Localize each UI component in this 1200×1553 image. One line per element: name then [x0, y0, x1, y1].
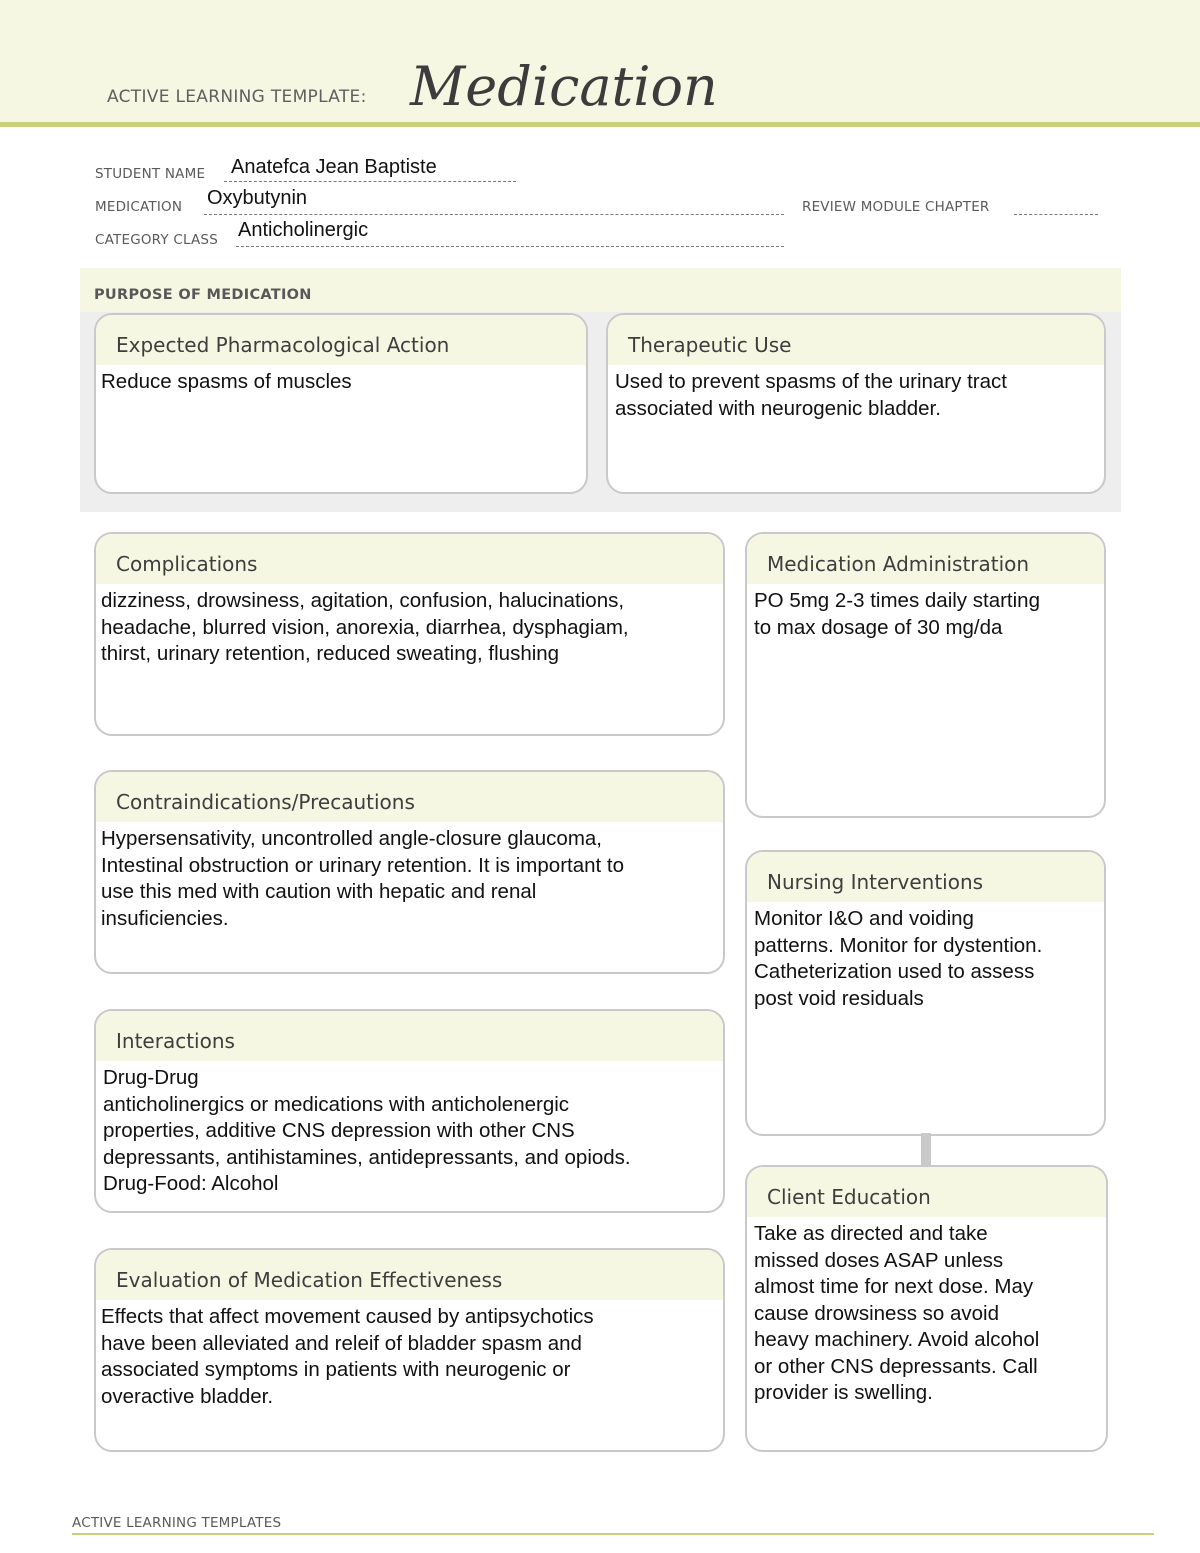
text-line: anticholinergics or medications with anticholenergic	[103, 1092, 570, 1116]
template-title: Medication	[410, 55, 718, 118]
interactions-box	[94, 1009, 725, 1213]
text-line: overactive bladder.	[101, 1384, 274, 1408]
template-label: ACTIVE LEARNING TEMPLATE:	[107, 87, 367, 107]
text-line: insuficiencies.	[101, 906, 229, 930]
text-line: Take as directed and take	[754, 1222, 988, 1245]
complications-text[interactable]	[96, 584, 723, 668]
therapeutic-use-box	[606, 313, 1106, 494]
text-line: headache, blurred vision, anorexia, diarrhea, dysphagiam,	[101, 615, 629, 639]
medication-administration-title: Medication Administration	[747, 534, 1104, 584]
text-line: post void residuals	[754, 986, 924, 1010]
section-connector	[921, 1133, 931, 1167]
contraindications-title: Contraindications/Precautions	[96, 772, 723, 822]
evaluation-title: Evaluation of Medication Effectiveness	[96, 1250, 723, 1300]
text-line: Used to prevent spasms of the urinary tract	[615, 370, 1007, 393]
text-line: or other CNS depressants. Call	[754, 1354, 1038, 1378]
therapeutic-use-text[interactable]	[608, 365, 1104, 422]
text-line: Monitor I&O and voiding	[754, 907, 974, 930]
expected-action-box	[94, 313, 588, 494]
footer-label: ACTIVE LEARNING TEMPLATES	[72, 1515, 282, 1531]
text-line: dizziness, drowsiness, agitation, confusion, halucinations,	[101, 589, 625, 612]
text-line: use this med with caution with hepatic and renal	[101, 880, 537, 903]
text-line: associated symptoms in patients with neurogenic or	[101, 1358, 571, 1381]
text-line: properties, additive CNS depression with other CNS	[103, 1119, 575, 1142]
category-class-label: CATEGORY CLASS	[95, 232, 218, 248]
text-line: missed doses ASAP unless	[754, 1248, 1004, 1272]
text-line: Hypersensativity, uncontrolled angle-closure glaucoma,	[101, 827, 602, 850]
therapeutic-use-title: Therapeutic Use	[608, 315, 1104, 365]
nursing-interventions-text[interactable]	[747, 902, 1104, 1012]
category-class-line	[236, 246, 784, 247]
student-name-field[interactable]: Anatefca Jean Baptiste	[231, 156, 437, 178]
expected-action-text[interactable]	[96, 365, 586, 396]
evaluation-text[interactable]	[96, 1300, 723, 1410]
medication-label: MEDICATION	[95, 199, 183, 215]
text-line: to max dosage of 30 mg/da	[754, 615, 1003, 639]
category-class-field[interactable]: Anticholinergic	[238, 219, 369, 241]
contraindications-box	[94, 770, 725, 974]
text-line: Intestinal obstruction or urinary retention. It is important to	[101, 853, 625, 877]
text-line: Reduce spasms of muscles	[101, 370, 352, 393]
review-module-label: REVIEW MODULE CHAPTER	[802, 199, 990, 215]
footer-divider	[72, 1533, 1154, 1535]
complications-box	[94, 532, 725, 736]
student-name-label: STUDENT NAME	[95, 166, 206, 182]
text-line: almost time for next dose. May	[754, 1275, 1034, 1298]
text-line: have been alleviated and releif of bladder spasm and	[101, 1331, 582, 1355]
nursing-interventions-box	[745, 850, 1106, 1136]
student-name-line	[224, 181, 516, 182]
contraindications-text[interactable]	[96, 822, 723, 932]
review-module-line	[1014, 214, 1098, 215]
client-education-title: Client Education	[747, 1167, 1106, 1217]
medication-line	[204, 214, 784, 215]
text-line: patterns. Monitor for dystention.	[754, 933, 1043, 957]
text-line: Drug-Food: Alcohol	[103, 1172, 279, 1195]
header-divider	[0, 122, 1200, 127]
client-education-text[interactable]	[747, 1217, 1106, 1407]
expected-action-title: Expected Pharmacological Action	[96, 315, 586, 365]
medication-administration-text[interactable]	[747, 584, 1104, 641]
text-line: thirst, urinary retention, reduced sweating, flushing	[101, 642, 560, 665]
nursing-interventions-title: Nursing Interventions	[747, 852, 1104, 902]
text-line: Effects that affect movement caused by antipsychotics	[101, 1305, 594, 1328]
interactions-title: Interactions	[96, 1011, 723, 1061]
text-line: PO 5mg 2-3 times daily starting	[754, 589, 1040, 612]
text-line: depressants, antihistamines, antidepressants, and opiods.	[103, 1145, 631, 1169]
text-line: cause drowsiness so avoid	[754, 1301, 999, 1325]
interactions-text[interactable]	[96, 1061, 723, 1198]
text-line: Drug-Drug	[103, 1066, 199, 1089]
medication-administration-box	[745, 532, 1106, 818]
client-education-box	[745, 1165, 1108, 1452]
evaluation-box	[94, 1248, 725, 1452]
text-line: associated with neurogenic bladder.	[615, 396, 941, 420]
text-line: Catheterization used to assess	[754, 960, 1035, 983]
purpose-label: PURPOSE OF MEDICATION	[94, 287, 312, 303]
complications-title: Complications	[96, 534, 723, 584]
medication-field[interactable]: Oxybutynin	[207, 187, 308, 209]
text-line: provider is swelling.	[754, 1381, 933, 1404]
text-line: heavy machinery. Avoid alcohol	[754, 1328, 1040, 1351]
